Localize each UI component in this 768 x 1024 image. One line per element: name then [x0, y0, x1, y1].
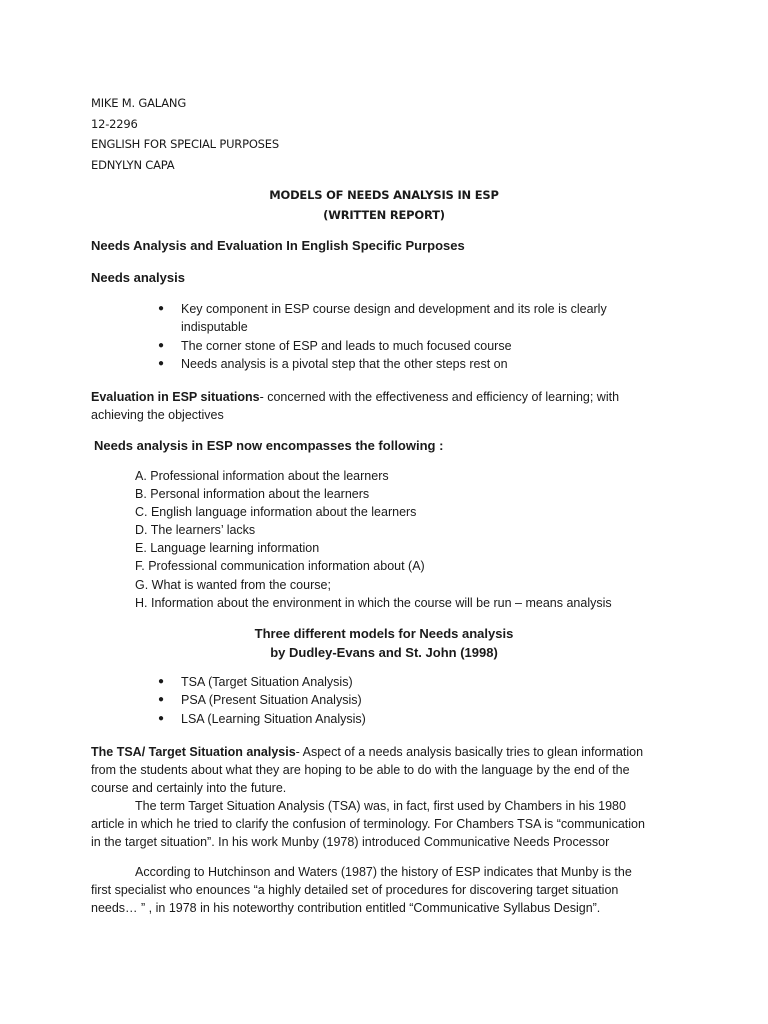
munby-paragraph: According to Hutchinson and Waters (1987) the history of ESP indicates that Munby is the first specialist who enounces “a highly detailed set of procedures for discovering target situation needs… ” , in 1978 in his noteworthy contribution entitled “Communicative Syllabus Design”.: [91, 865, 632, 915]
list-item: F. Professional communication information about (A): [135, 559, 425, 574]
models-heading: [0, 624, 768, 662]
tsa-paragraph: The TSA/ Target Situation analysis- Aspect of a needs analysis basically tries to glean information from the students about what they are hoping to be able to do with the language by the end of the course and certainly into the future. The term Target Situation Analysis (TSA) was, in fact, first used by Chambers in his 1980 article in which he tried to clarify the confusion of terminology. For Chambers TSA is “communication in the target situation”. In his work Munby (1978) introduced Communicative Needs Processor: [91, 745, 645, 849]
title-line-1: MODELS OF NEEDS ANALYSIS IN ESP: [269, 188, 499, 202]
author-header: [91, 93, 279, 175]
needs-analysis-bullets: [155, 300, 607, 374]
evaluation-paragraph: Evaluation in ESP situations- concerned with the effectiveness and efficiency of learning; with achieving the objectives: [91, 390, 620, 422]
list-item: A. Professional information about the learners: [135, 469, 389, 483]
models-bullets: [155, 673, 366, 728]
models-heading-line-2: by Dudley-Evans and St. John (1998): [270, 645, 498, 660]
list-item: ● Key component in ESP course design and development and its role is clearly: [155, 300, 607, 318]
list-item: ● TSA (Target Situation Analysis): [155, 673, 366, 691]
bullet-icon: ●: [158, 676, 165, 687]
needs-analysis-heading: Needs analysis: [91, 270, 185, 285]
student-id: 12-2296: [91, 116, 138, 131]
list-item-continuation: indisputable: [181, 320, 248, 335]
list-item: D. The learners’ lacks: [135, 523, 256, 538]
evaluation-term: Evaluation in ESP situations: [91, 390, 260, 404]
list-item: C. English language information about the learners: [135, 505, 417, 520]
course-name: ENGLISH FOR SPECIAL PURPOSES: [91, 137, 279, 151]
bullet-icon: ●: [158, 694, 165, 706]
list-item: ● PSA (Present Situation Analysis): [155, 691, 366, 709]
bullet-icon: ●: [158, 339, 165, 351]
list-item: B. Personal information about the learners: [135, 487, 370, 502]
list-item: ● Needs analysis is a pivotal step that the other steps rest on: [155, 355, 607, 373]
list-item: ● The corner stone of ESP and leads to much focused course: [155, 337, 607, 355]
encompasses-list: [135, 467, 612, 612]
list-item: E. Language learning information: [135, 541, 320, 556]
section-heading: Needs Analysis and Evaluation In English Specific Purposes: [91, 238, 465, 253]
bullet-icon: ●: [158, 303, 165, 314]
document-title: [0, 185, 768, 225]
list-item: G. What is wanted from the course;: [135, 577, 331, 592]
title-line-2: (WRITTEN REPORT): [323, 208, 445, 222]
models-heading-line-1: Three different models for Needs analysis: [254, 626, 514, 641]
encompasses-heading: Needs analysis in ESP now encompasses the following :: [94, 438, 444, 453]
tsa-term: The TSA/ Target Situation analysis: [91, 745, 296, 759]
bullet-icon: ●: [158, 712, 165, 724]
list-item: ● LSA (Learning Situation Analysis): [155, 710, 366, 728]
author-name: MIKE M. GALANG: [91, 96, 187, 110]
list-item: H. Information about the environment in which the course will be run – means analysis: [135, 595, 612, 610]
bullet-icon: ●: [158, 358, 165, 370]
instructor-name: EDNYLYN CAPA: [91, 157, 175, 172]
